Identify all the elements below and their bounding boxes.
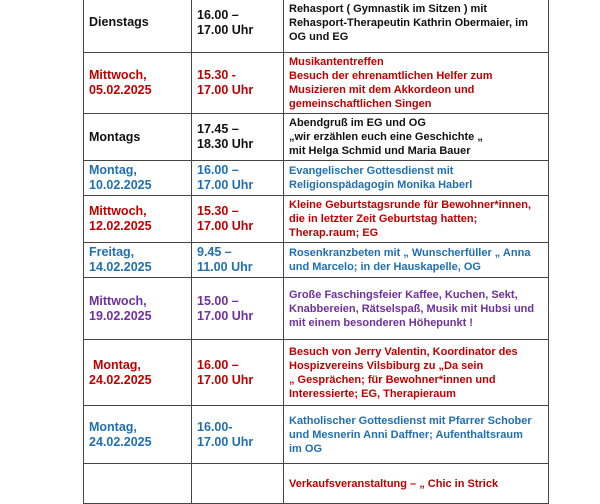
description-cell-line: Evangelischer Gottesdienst mit: [289, 165, 454, 177]
date-cell: [84, 196, 192, 243]
description-cell-line: Rehasport ( Gymnastik im Sitzen ) mit: [289, 2, 488, 15]
time-cell: [192, 161, 284, 196]
description-cell-line: Große Faschingsfeier Kaffee, Kuchen, Sekt,: [289, 288, 518, 301]
time-cell-line: 15.30 –: [197, 204, 239, 218]
date-cell-line: Freitag,: [89, 245, 135, 259]
description-cell-line: Abendgruß im EG und OG: [289, 117, 426, 129]
time-cell-line: 17.00 Uhr: [197, 219, 254, 233]
time-cell-line: 17.00 Uhr: [197, 372, 254, 387]
table-row: [84, 243, 549, 278]
description-cell-line: und Marcelo; in der Hauskapelle, OG: [289, 261, 481, 273]
description-cell-line: Musikantentreffen: [289, 56, 384, 68]
table-row: [84, 196, 549, 243]
description-cell: [284, 161, 549, 196]
date-cell-line: 12.02.2025: [89, 219, 152, 233]
date-cell-line: Montag,: [89, 419, 137, 434]
table-row: [84, 0, 549, 53]
date-cell-line: 10.02.2025: [89, 178, 152, 192]
date-cell: [84, 406, 192, 464]
time-cell-line: 18.30 Uhr: [197, 137, 254, 151]
time-cell: [192, 278, 284, 340]
description-cell-line: mit einem besonderen Höhepunkt !: [289, 316, 473, 329]
date-cell-line: Montag,: [89, 163, 137, 177]
date-cell-line: Montags: [89, 129, 141, 144]
description-cell-line: Rehasport-Therapeutin Kathrin Obermaier, im: [289, 16, 528, 29]
time-cell: [192, 114, 284, 161]
description-cell-line: Interessierte; EG, Therapieraum: [289, 387, 456, 400]
date-cell: [84, 464, 192, 504]
date-cell-line: Montag,: [93, 357, 141, 372]
time-cell-line: 11.00 Uhr: [197, 260, 253, 274]
date-cell: [84, 243, 192, 278]
description-cell: [284, 53, 549, 114]
description-cell-line: Musizieren mit dem Akkordeon und: [289, 84, 475, 96]
time-cell-line: 15.30 -: [197, 68, 236, 82]
date-cell: [84, 0, 192, 53]
date-cell-line: Mittwoch,: [89, 204, 147, 218]
description-cell-line: OG und EG: [289, 30, 349, 43]
table-row: [84, 278, 549, 340]
date-cell: [84, 161, 192, 196]
date-cell-line: 19.02.2025: [89, 308, 152, 323]
description-cell-line: Kleine Geburtstagsrunde für Bewohner*innen,: [289, 199, 532, 211]
description-cell-line: und Mesnerin Anni Daffner; Aufenthaltsraum: [289, 428, 523, 441]
time-cell-line: 17.00 Uhr: [197, 178, 254, 192]
time-cell-line: 16.00 –: [197, 357, 239, 372]
time-cell-line: 17.00 Uhr: [197, 83, 254, 97]
description-cell-line: Verkaufsveranstaltung – „ Chic in Strick: [289, 477, 499, 490]
table-row: [84, 340, 549, 406]
table-row: [84, 114, 549, 161]
description-cell-line: Religionspädagogin Monika Haberl: [289, 179, 473, 191]
description-cell: [284, 406, 549, 464]
schedule-table: [83, 0, 549, 504]
time-cell: [192, 464, 284, 504]
description-cell-line: gemeinschaftlichen Singen: [289, 98, 432, 110]
description-cell: [284, 114, 549, 161]
date-cell-line: Mittwoch,: [89, 293, 147, 308]
date-cell-line: 05.02.2025: [89, 83, 152, 97]
description-cell-line: Knabbereien, Rätselspaß, Musik mit Hubsi und: [289, 302, 535, 315]
date-cell: [84, 114, 192, 161]
description-cell-line: „wir erzählen euch eine Geschichte „: [289, 131, 483, 143]
date-cell: [84, 53, 192, 114]
time-cell-line: 17.00 Uhr: [197, 434, 254, 449]
description-cell-line: die in letzter Zeit Geburtstag hatten;: [289, 213, 478, 225]
description-cell-line: „ Gesprächen; für Bewohner*innen und: [289, 373, 496, 386]
description-cell: [284, 464, 549, 504]
description-cell: [284, 0, 549, 53]
description-cell-line: im OG: [289, 442, 323, 455]
description-cell: [284, 243, 549, 278]
time-cell-line: 16.00 –: [197, 163, 239, 177]
table-row: [84, 464, 549, 504]
description-cell-line: Katholischer Gottesdienst mit Pfarrer Schober: [289, 414, 532, 427]
date-cell: [84, 340, 192, 406]
date-cell-line: Mittwoch,: [89, 68, 147, 82]
date-cell-line: 14.02.2025: [89, 260, 152, 274]
table-row: [84, 53, 549, 114]
description-cell-line: Hospizvereins Vilsbiburg zu „Da sein: [289, 359, 484, 372]
date-cell-line: 24.02.2025: [89, 434, 152, 449]
description-cell: [284, 196, 549, 243]
date-cell-line: Dienstags: [89, 15, 149, 29]
time-cell: [192, 0, 284, 53]
time-cell: [192, 53, 284, 114]
time-cell-line: 15.00 –: [197, 293, 239, 308]
time-cell: [192, 406, 284, 464]
date-cell-line: 24.02.2025: [89, 372, 152, 387]
description-cell-line: Therap.raum; EG: [289, 227, 379, 239]
description-cell: [284, 340, 549, 406]
description-cell-line: mit Helga Schmid und Maria Bauer: [289, 145, 471, 157]
time-cell: [192, 243, 284, 278]
description-cell-line: Besuch der ehrenamtlichen Helfer zum: [289, 70, 493, 82]
time-cell-line: 9.45 –: [197, 245, 232, 259]
description-cell: [284, 278, 549, 340]
time-cell-line: 17.00 Uhr: [197, 22, 254, 37]
description-cell-line: Besuch von Jerry Valentin, Koordinator des: [289, 345, 518, 358]
time-cell-line: 16.00-: [197, 419, 233, 434]
time-cell-line: 16.00 –: [197, 7, 239, 22]
table-row: [84, 161, 549, 196]
time-cell-line: 17.45 –: [197, 122, 239, 136]
table-row: [84, 406, 549, 464]
date-cell: [84, 278, 192, 340]
time-cell: [192, 196, 284, 243]
time-cell-line: 17.00 Uhr: [197, 308, 254, 323]
description-cell-line: Rosenkranzbeten mit „ Wunscherfüller „ Anna: [289, 247, 531, 259]
time-cell: [192, 340, 284, 406]
schedule-body: [84, 0, 549, 504]
